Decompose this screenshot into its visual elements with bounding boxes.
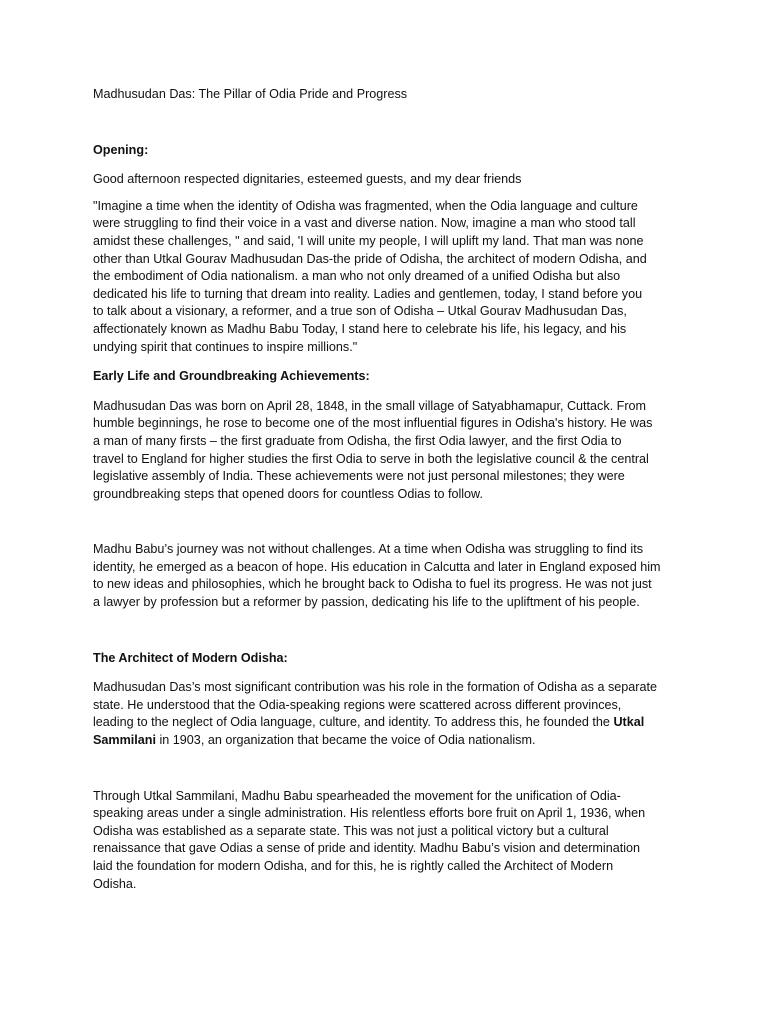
- paragraph-line: dedicated his life to turning that dream into reality. Ladies and gentlemen, today, I stand before you: [93, 286, 643, 301]
- paragraph-line: [93, 732, 689, 750]
- early-life-paragraph: [93, 398, 689, 504]
- paragraph-line: Madhu Babu’s journey was not without challenges. At a time when Odisha was struggling to find its: [93, 542, 644, 557]
- paragraph-line: other than Utkal Gourav Madhusudan Das-the pride of Odisha, the architect of modern Odisha, and: [93, 251, 647, 266]
- paragraph-line: undying spirit that continues to inspire millions.": [93, 339, 358, 354]
- paragraph-line: affectionately known as Madhu Babu Today, I stand here to celebrate his life, his legacy, and his: [93, 321, 627, 336]
- paragraph-line: to talk about a visionary, a reformer, and a true son of Odisha – Utkal Gourav Madhusudan Das,: [93, 304, 627, 319]
- paragraph-line-text: leading to the neglect of Odia language, culture, and identity. To address this, he founded the: [93, 715, 610, 730]
- paragraph-line: renaissance that gave Odias a sense of pride and identity. Madhu Babu’s vision and determination: [93, 841, 641, 856]
- paragraph-line: to new ideas and philosophies, which he brought back to Odisha to fuel its progress. He was not just: [93, 577, 652, 592]
- journey-paragraph: [93, 541, 689, 611]
- sammilani-paragraph: [93, 788, 689, 894]
- paragraph-line: a lawyer by profession but a reformer by passion, dedicating his life to the upliftment of his people.: [93, 595, 640, 610]
- document-title: Madhusudan Das: The Pillar of Odia Pride and Progress: [93, 87, 408, 101]
- sammilani-bold-text: Sammilani: [93, 733, 156, 748]
- utkal-bold-text: Utkal: [613, 715, 645, 730]
- paragraph-line: speaking areas under a single administration. His relentless efforts bore fruit on April 1, 1936, when: [93, 806, 646, 821]
- opening-heading: Opening:: [93, 142, 149, 157]
- paragraph-line-text: in 1903, an organization that became the voice of Odia nationalism.: [156, 733, 536, 748]
- paragraph-line: travel to England for higher studies the first Odia to serve in both the legislative council & the central: [93, 451, 649, 466]
- paragraph-line: groundbreaking steps that opened doors for countless Odias to follow.: [93, 486, 483, 501]
- paragraph-line: state. He understood that the Odia-speaking regions were scattered across different provinces,: [93, 697, 622, 712]
- paragraph-line: humble beginnings, he rose to become one of the most influential figures in Odisha's history. He was: [93, 416, 653, 431]
- architect-paragraph: [93, 679, 689, 749]
- paragraph-line: the embodiment of Odia nationalism. a man who not only dreamed of a unified Odisha but also: [93, 269, 621, 284]
- paragraph-line: [93, 714, 689, 732]
- paragraph-line: legislative assembly of India. These achievements were not just personal milestones; they were: [93, 469, 625, 484]
- greeting-paragraph: Good afternoon respected dignitaries, esteemed guests, and my dear friends: [93, 172, 522, 187]
- opening-paragraph: [93, 198, 689, 356]
- paragraph-line: laid the foundation for modern Odisha, and for this, he is rightly called the Architect of Modern: [93, 859, 614, 873]
- architect-heading: The Architect of Modern Odisha:: [93, 650, 288, 665]
- paragraph-line: Madhusudan Das was born on April 28, 1848, in the small village of Satyabhamapur, Cuttack. From: [93, 398, 647, 413]
- early-life-heading: Early Life and Groundbreaking Achievements:: [93, 369, 370, 384]
- paragraph-line: Odisha was established as a separate state. This was not just a political victory but a cultural: [93, 823, 609, 838]
- paragraph-line: Madhusudan Das’s most significant contribution was his role in the formation of Odisha as a separate: [93, 680, 657, 695]
- paragraph-line: Odisha.: [93, 876, 137, 891]
- paragraph-line: "Imagine a time when the identity of Odisha was fragmented, when the Odia language and culture: [93, 198, 638, 213]
- paragraph-line: Through Utkal Sammilani, Madhu Babu spearheaded the movement for the unification of Odia-: [93, 788, 621, 803]
- paragraph-line: were struggling to find their voice in a vast and diverse nation. Now, imagine a man who stood tall: [93, 216, 636, 231]
- document-page: [93, 86, 689, 905]
- paragraph-line: a man of many firsts – the first graduate from Odisha, the first Odia lawyer, and the first Odia to: [93, 433, 622, 448]
- paragraph-line: amidst these challenges, " and said, 'I will unite my people, I will uplift my land. That man was none: [93, 233, 644, 248]
- paragraph-line: identity, he emerged as a beacon of hope. His education in Calcutta and later in England exposed him: [93, 559, 661, 574]
